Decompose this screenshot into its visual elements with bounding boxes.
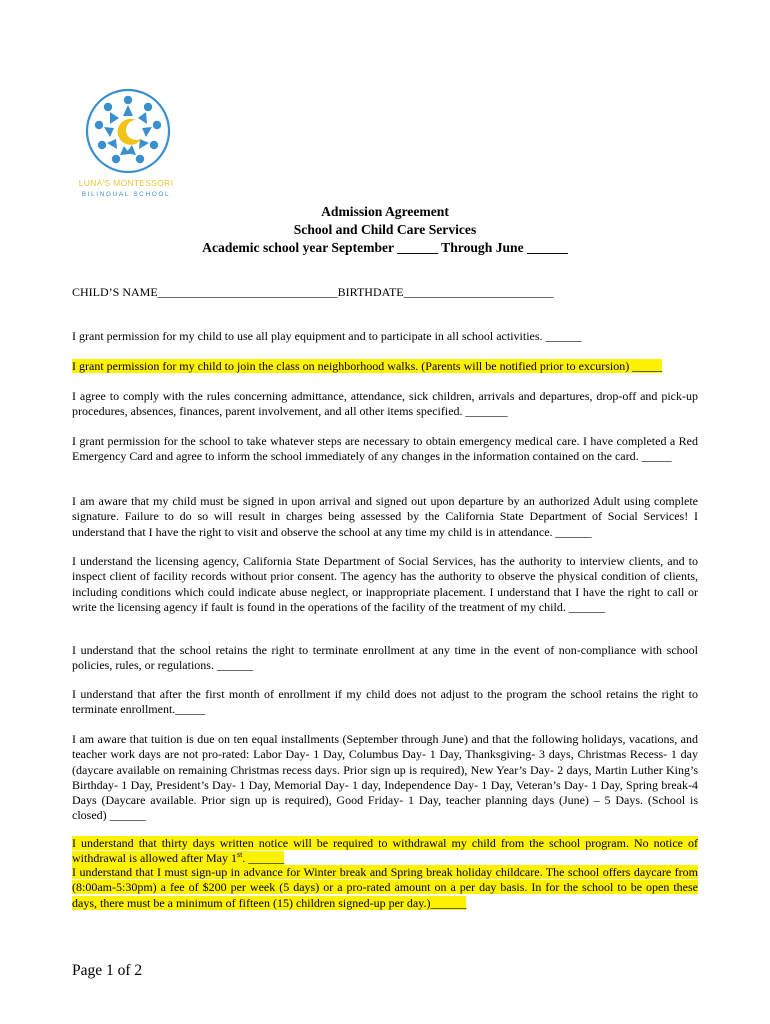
withdrawal-text: I understand that thirty days written notice will be required to withdrawal my child from the school program. No notice of withdrawal is allowed after May 1 (72, 836, 698, 866)
title-line-1: Admission Agreement (321, 204, 449, 219)
logo-school-subtitle: BILINGUAL SCHOOL (81, 191, 171, 198)
clause-terminate-adjustment: I understand that after the first month of enrollment if my child does not adjust to the program the school retains the right to terminate enrollment._____ (72, 687, 698, 717)
document-title (0, 203, 770, 257)
title-line-2: School and Child Care Services (293, 222, 477, 237)
ordinal-suffix: st (236, 850, 243, 860)
logo-emblem-icon (74, 86, 186, 186)
highlighted-text: I understand that I must sign-up in advance for Winter break and Spring break holiday childcare. The school offers daycare from (8:00am-5:30pm) a fee of $200 per week (5 days) or a pro-rated amount on a per day basis. In for the school to be open these days, there must be a minimum of fifteen (15) children signed-up per day.)______ (72, 865, 698, 910)
clause-holiday-signup (72, 865, 698, 911)
clause-withdrawal-notice (72, 836, 698, 867)
highlighted-text: I grant permission for my child to join the class on neighborhood walks. (Parents will be notified prior to excursion) _____ (72, 359, 663, 373)
logo-school-name: LUNA'S MONTESSORI (78, 178, 174, 188)
clause-emergency-care: I grant permission for the school to take whatever steps are necessary to obtain emergency medical care. I have completed a Red Emergency Card and agree to inform the school immediately of any changes in the information contained on the card. _____ (72, 434, 698, 464)
child-info-fields (72, 285, 554, 300)
clause-play-equipment: I grant permission for my child to use all play equipment and to participate in all school activities. ______ (72, 329, 582, 343)
clause-tuition-holidays: I am aware that tuition is due on ten equal installments (September through June) and that the following holidays, vacations, and teacher work days are not pro-rated: Labor Day- 1 Day, Columbus Day- 1 Day, Thanksgiving- 3 days, Christmas Recess- 1 day (daycare available on remaining Christmas recess days. Prior sign up is required), New Year’s Day- 2 days, Martin Luther King’s Birthday- 1 Day, President’s Day- 1 Day, Memorial Day- 1 day, Independence Day- 1 Day, Veteran’s Day- 1 Day, Spring break-4 Days (Daycare available. Prior sign up is required), Good Friday- 1 Day, teacher planning days (June) – 5 Days. (School is closed) ______ (72, 732, 698, 823)
clause-rules-compliance: I agree to comply with the rules concerning admittance, attendance, sick children, arrivals and departures, drop-off and pick-up procedures, absences, finances, parent involvement, and all other items specified. _______ (72, 389, 698, 419)
page-number: Page 1 of 2 (72, 962, 143, 979)
child-name-field[interactable]: ______________________________ (157, 285, 338, 299)
clause-neighborhood-walks (72, 359, 698, 374)
withdrawal-blank: . ______ (242, 851, 285, 866)
birthdate-label: BIRTHDATE (337, 285, 404, 299)
highlighted-text (72, 836, 698, 865)
clause-licensing-agency: I understand the licensing agency, California State Department of Social Services, has the authority to interview clients, and to inspect client of facility records without prior consent. The agency has the authority to observe the physical condition of clients, including conditions which could indicate abuse neglect, or inappropriate placement. I understand that I have the right to call or write the licensing agency if fault is found in the operations of the facility of the treatment of my child. ______ (72, 554, 698, 614)
birthdate-field[interactable]: _________________________ (403, 285, 554, 299)
clause-sign-in-out: I am aware that my child must be signed in upon arrival and signed out upon departure by an authorized Adult using complete signature. Failure to do so will result in charges being assessed by the California State Department of Social Services! I understand that I have the right to visit and observe the school at any time my child is in attendance. ______ (72, 494, 698, 539)
title-line-3: Academic school year September ______ Through June ______ (202, 240, 568, 255)
clause-terminate-noncompliance: I understand that the school retains the right to terminate enrollment at any time in the event of non-compliance with school policies, rules, or regulations. ______ (72, 643, 698, 673)
child-name-label: CHILD’S NAME (72, 285, 158, 299)
